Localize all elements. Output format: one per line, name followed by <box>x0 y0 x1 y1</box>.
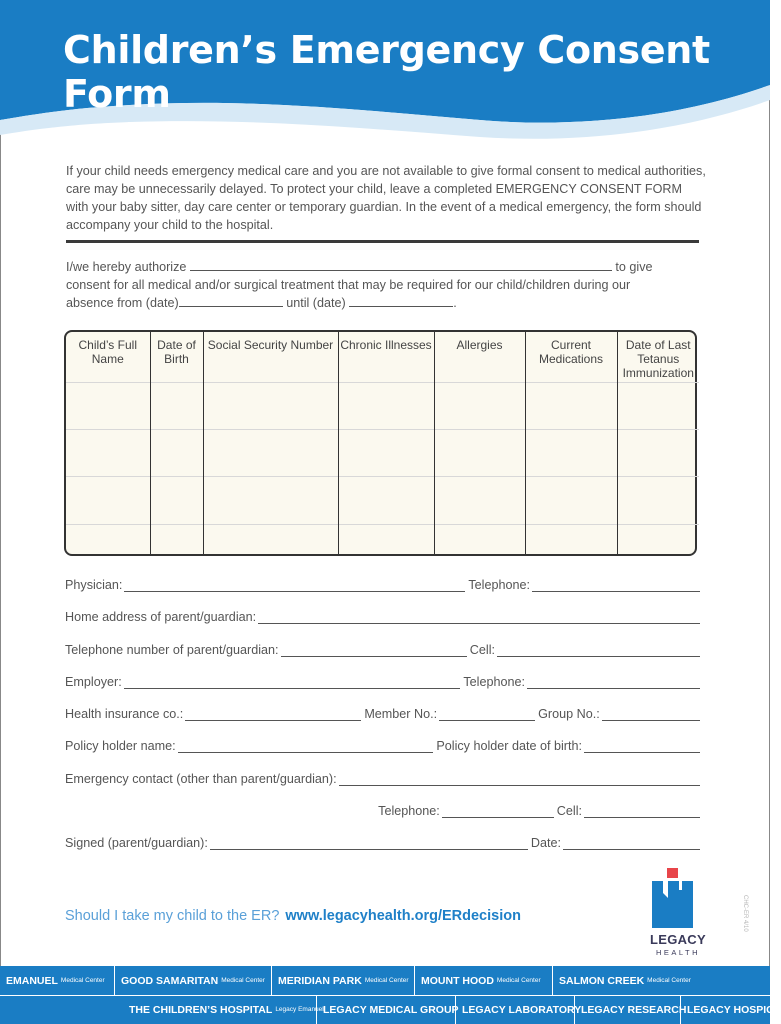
table-row <box>66 429 699 476</box>
absence-from-label: absence from (date) <box>66 296 179 310</box>
employer-field[interactable] <box>124 677 461 689</box>
parent-telephone-row <box>65 643 700 657</box>
header-date-of-birth: Date of Birth <box>150 332 203 382</box>
emergency-contact-field[interactable] <box>339 774 700 786</box>
parent-telephone-field[interactable] <box>281 645 467 657</box>
table-cell[interactable] <box>434 429 525 476</box>
policy-holder-dob-field[interactable] <box>584 741 700 753</box>
insurance-row <box>65 707 700 721</box>
table-cell[interactable] <box>617 382 699 429</box>
physician-field[interactable] <box>124 580 465 592</box>
home-address-row <box>65 610 700 624</box>
footer-link-hospice[interactable]: LEGACY HOSPICE <box>680 995 770 1024</box>
footer-link-mount-hood[interactable]: MOUNT HOOD Medical Center <box>414 966 552 995</box>
authorize-line2: consent for all medical and/or surgical treatment that may be required for our child/children during our <box>66 278 631 292</box>
policy-holder-row <box>65 739 700 753</box>
authorize-to-give: to give <box>615 260 653 274</box>
table-row <box>66 477 699 524</box>
policy-holder-dob-label: Policy holder date of birth: <box>436 739 582 753</box>
table-cell[interactable] <box>338 382 434 429</box>
policy-holder-label: Policy holder name: <box>65 739 176 753</box>
table-cell[interactable] <box>66 382 150 429</box>
table-cell[interactable] <box>434 477 525 524</box>
children-table <box>64 330 697 556</box>
table-cell[interactable] <box>617 524 699 554</box>
employer-telephone-field[interactable] <box>527 677 700 689</box>
emergency-cell-label: Cell: <box>556 804 582 818</box>
footer-link-research[interactable]: LEGACY RESEARCH <box>574 995 680 1024</box>
health-insurance-label: Health insurance co.: <box>65 707 184 721</box>
footer-link-salmon-creek[interactable]: SALMON CREEK Medical Center <box>552 966 770 995</box>
emergency-cell-field[interactable] <box>584 806 700 818</box>
page-title: Children’s Emergency Consent Form <box>63 28 710 116</box>
table-cell[interactable] <box>150 477 203 524</box>
table-cell[interactable] <box>434 524 525 554</box>
policy-holder-field[interactable] <box>178 741 434 753</box>
health-insurance-field[interactable] <box>185 709 361 721</box>
signature-date-label: Date: <box>530 836 561 850</box>
table-cell[interactable] <box>525 524 617 554</box>
table-cell[interactable] <box>203 429 338 476</box>
form-code: CHC-ER 4/10 <box>742 895 748 932</box>
table-cell[interactable] <box>203 382 338 429</box>
header-tetanus: Date of Last Tetanus Immunization <box>622 338 694 380</box>
physician-telephone-label: Telephone: <box>468 578 530 592</box>
physician-row <box>65 578 700 592</box>
home-address-label: Home address of parent/guardian: <box>65 610 257 624</box>
header-banner <box>0 0 770 150</box>
emergency-contact-label: Emergency contact (other than parent/guardian): <box>65 772 337 786</box>
header-chronic-illnesses: Chronic Illnesses <box>338 332 434 382</box>
footer-link-good-samaritan[interactable]: GOOD SAMARITAN Medical Center <box>114 966 271 995</box>
table-cell[interactable] <box>150 524 203 554</box>
table-cell[interactable] <box>150 429 203 476</box>
authorize-prefix: I/we hereby authorize <box>66 260 187 274</box>
header-ssn: Social Security Number <box>203 332 338 382</box>
logo-sub: HEALTH <box>655 948 701 957</box>
until-date-field[interactable] <box>349 294 453 307</box>
logo-name: LEGACY <box>650 932 706 947</box>
table-row <box>66 524 699 554</box>
member-no-label: Member No.: <box>364 707 438 721</box>
footer-row-facilities <box>0 966 770 995</box>
signature-date-field[interactable] <box>563 838 700 850</box>
emergency-contact-row <box>65 772 700 786</box>
table-cell[interactable] <box>203 524 338 554</box>
physician-label: Physician: <box>65 578 123 592</box>
footer-link-emanuel[interactable]: EMANUEL Medical Center <box>6 974 105 987</box>
home-address-field[interactable] <box>258 612 700 624</box>
emergency-telephone-label: Telephone: <box>378 804 440 818</box>
signature-field[interactable] <box>210 838 528 850</box>
parent-cell-field[interactable] <box>497 645 700 657</box>
until-label: until (date) <box>286 296 346 310</box>
group-no-field[interactable] <box>602 709 700 721</box>
header-current-medications: Current Medications <box>525 332 617 382</box>
er-decision-link[interactable]: www.legacyhealth.org/ERdecision <box>285 908 521 924</box>
table-cell[interactable] <box>617 429 699 476</box>
table-cell[interactable] <box>525 477 617 524</box>
table-cell[interactable] <box>525 429 617 476</box>
member-no-field[interactable] <box>439 709 535 721</box>
group-no-label: Group No.: <box>538 707 600 721</box>
divider-rule <box>66 240 699 243</box>
footer-row-services <box>0 995 781 1024</box>
table-cell[interactable] <box>203 477 338 524</box>
table-cell[interactable] <box>338 477 434 524</box>
header-childs-name: Child’s Full Name <box>66 332 150 382</box>
table-cell[interactable] <box>338 429 434 476</box>
table-cell[interactable] <box>150 382 203 429</box>
signature-label: Signed (parent/guardian): <box>65 836 208 850</box>
table-cell[interactable] <box>525 382 617 429</box>
period: . <box>453 296 457 310</box>
parent-cell-label: Cell: <box>469 643 495 657</box>
footer-link-childrens-hospital[interactable]: THE CHILDREN’S HOSPITAL Legacy Emanuel <box>129 1003 324 1016</box>
authorization-block <box>66 258 706 312</box>
header-allergies: Allergies <box>434 332 525 382</box>
footer-link-laboratory[interactable]: LEGACY LABORATORY <box>455 995 574 1024</box>
absence-from-field[interactable] <box>179 294 283 307</box>
parent-telephone-label: Telephone number of parent/guardian: <box>65 643 279 657</box>
footer-link-medical-group[interactable]: LEGACY MEDICAL GROUP <box>316 995 455 1024</box>
emergency-telephone-field[interactable] <box>442 806 554 818</box>
footer-link-meridian-park[interactable]: MERIDIAN PARK Medical Center <box>271 966 414 995</box>
employer-label: Employer: <box>65 675 122 689</box>
emergency-phone-row <box>65 804 700 818</box>
table-cell[interactable] <box>434 382 525 429</box>
authorized-person-field[interactable] <box>190 258 612 271</box>
er-decision-line <box>65 908 521 924</box>
table-cell[interactable] <box>617 477 699 524</box>
table-cell[interactable] <box>338 524 434 554</box>
table-cell[interactable] <box>66 524 150 554</box>
employer-telephone-label: Telephone: <box>463 675 525 689</box>
table-cell[interactable] <box>66 477 150 524</box>
signature-row <box>65 836 700 850</box>
footer-bar <box>0 966 781 1024</box>
table-row <box>66 382 699 429</box>
table-cell[interactable] <box>66 429 150 476</box>
intro-paragraph: If your child needs emergency medical care and you are not available to give formal consent to medical authorities, care may be unnecessarily delayed. To protect your child, leave a completed EMERGENCY CONSENT FORM with your baby sitter, day care center or temporary guardian. In the event of a medical emergency, the form should accompany your child to the hospital. <box>66 164 706 232</box>
employer-row <box>65 675 700 689</box>
physician-telephone-field[interactable] <box>532 580 700 592</box>
er-question: Should I take my child to the ER? <box>65 908 280 924</box>
